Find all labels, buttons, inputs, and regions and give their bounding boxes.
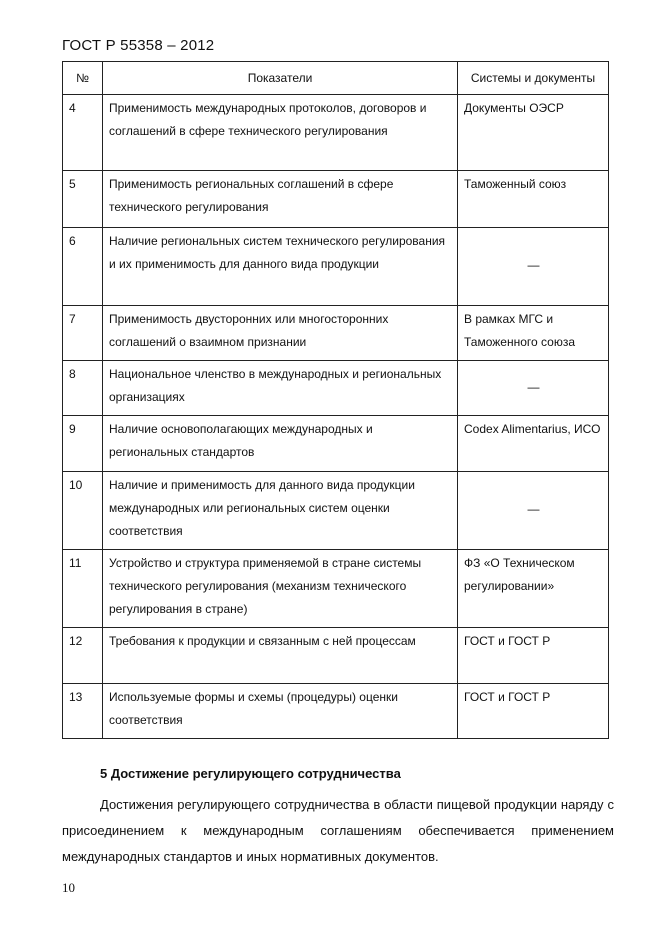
table-header-row: [63, 62, 609, 95]
row-indicator: Наличие основополагающих международных и региональных стандартов: [103, 416, 458, 472]
row-number: 12: [63, 628, 103, 684]
row-indicator: Требования к продукции и связанным с ней процессам: [103, 628, 458, 684]
column-header-number: №: [63, 62, 103, 95]
table-row: [63, 171, 609, 228]
table-row: [63, 95, 609, 171]
table-row: [63, 361, 609, 416]
page-number: 10: [62, 880, 75, 895]
section-paragraph: Достижения регулирующего сотрудничества в области пищевой продукции наряду с присоединением к международным соглашениям обеспечивается применением международных стандартов и иных нормативных документов.: [62, 797, 614, 864]
row-indicator: Устройство и структура применяемой в стране системы технического регулирования (механизм технического регулирования в стране): [103, 550, 458, 628]
row-indicator: Применимость региональных соглашений в сфере технического регулирования: [103, 171, 458, 228]
indicators-table: [62, 61, 609, 739]
row-systems: Таможенный союз: [458, 171, 609, 228]
row-systems: ГОСТ и ГОСТ Р: [458, 628, 609, 684]
table-row: [63, 550, 609, 628]
table-row: [63, 306, 609, 361]
row-number: 5: [63, 171, 103, 228]
column-header-systems: Системы и документы: [458, 62, 609, 95]
row-systems: Codex Alimentarius, ИСО: [458, 416, 609, 472]
row-number: 6: [63, 228, 103, 306]
row-number: 4: [63, 95, 103, 171]
table-row: [63, 472, 609, 550]
row-number: 10: [63, 472, 103, 550]
row-systems: Документы ОЭСР: [458, 95, 609, 171]
row-number: 11: [63, 550, 103, 628]
row-indicator: Применимость двусторонних или многосторонних соглашений о взаимном признании: [103, 306, 458, 361]
row-indicator: Используемые формы и схемы (процедуры) оценки соответствия: [103, 684, 458, 739]
section-title: 5 Достижение регулирующего сотрудничества: [100, 766, 401, 781]
row-number: 13: [63, 684, 103, 739]
table-row: [63, 416, 609, 472]
column-header-indicators: Показатели: [103, 62, 458, 95]
row-systems: —: [458, 361, 609, 416]
row-systems: ГОСТ и ГОСТ Р: [458, 684, 609, 739]
table-row: [63, 628, 609, 684]
row-systems: —: [458, 472, 609, 550]
row-number: 7: [63, 306, 103, 361]
table-row: [63, 684, 609, 739]
row-systems: ФЗ «О Техническом регулировании»: [458, 550, 609, 628]
document-header: ГОСТ Р 55358 – 2012: [62, 37, 215, 54]
row-indicator: Применимость международных протоколов, договоров и соглашений в сфере технического регулирования: [103, 95, 458, 171]
table-row: [63, 228, 609, 306]
row-indicator: Наличие и применимость для данного вида продукции международных или региональных систем оценки соответствия: [103, 472, 458, 550]
row-systems: —: [458, 228, 609, 306]
row-systems: В рамках МГС и Таможенного союза: [458, 306, 609, 361]
row-number: 9: [63, 416, 103, 472]
row-number: 8: [63, 361, 103, 416]
row-indicator: Национальное членство в международных и региональных организациях: [103, 361, 458, 416]
row-indicator: Наличие региональных систем технического регулирования и их применимость для данного вида продукции: [103, 228, 458, 306]
